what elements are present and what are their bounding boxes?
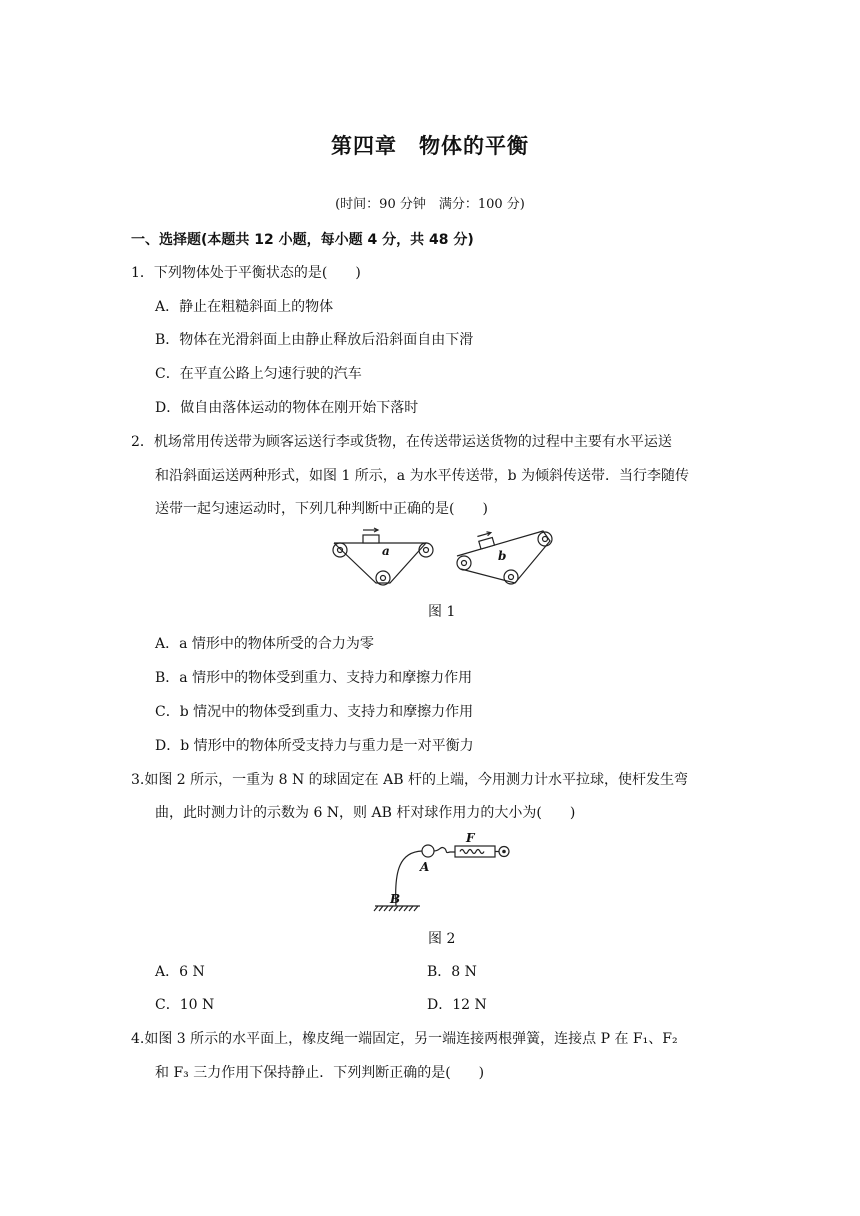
q2-option-b: B．a 情形中的物体受到重力、支持力和摩擦力作用 <box>155 670 473 686</box>
section-heading: 一、选择题(本题共 12 小题，每小题 4 分，共 48 分) <box>131 232 474 248</box>
q2-stem-line3: 送带一起匀速运动时，下列几种判断中正确的是( ) <box>155 501 488 517</box>
chapter-title: 第四章 物体的平衡 <box>331 134 529 158</box>
q1-option-d: D．做自由落体运动的物体在刚开始下落时 <box>155 400 419 416</box>
exam-info: (时间：90 分钟 满分：100 分) <box>335 197 525 212</box>
q1-option-c: C．在平直公路上匀速行驶的汽车 <box>155 366 362 382</box>
q4-stem-line2: 和 F₃ 三力作用下保持静止．下列判断正确的是( ) <box>155 1065 485 1081</box>
q1-stem: 1．下列物体处于平衡状态的是( ) <box>131 265 361 281</box>
q3-option-d: D．12 N <box>427 997 487 1013</box>
q3-option-c: C．10 N <box>155 997 215 1013</box>
q3-stem-line1: 3.如图 2 所示，一重为 8 N 的球固定在 AB 杆的上端，今用测力计水平拉球，使杆发生弯 <box>131 772 688 788</box>
belt-a-label: a <box>382 544 390 558</box>
figure-1-conveyor-belts <box>325 525 565 590</box>
force-label-f: F <box>466 831 475 845</box>
q1-option-b: B．物体在光滑斜面上由静止释放后沿斜面自由下滑 <box>155 332 474 348</box>
figure-1-caption: 图 1 <box>428 604 456 620</box>
belt-b-label: b <box>498 549 507 563</box>
q2-stem-line1: 2．机场常用传送带为顾客运送行李或货物，在传送带运送货物的过程中主要有水平运送 <box>131 434 672 450</box>
figure-2-caption: 图 2 <box>428 931 456 947</box>
point-label-b: B <box>390 892 401 906</box>
q2-stem-line2: 和沿斜面运送两种形式，如图 1 所示，a 为水平传送带，b 为倾斜传送带．当行李随传 <box>155 468 690 484</box>
q3-option-b: B．8 N <box>427 964 477 980</box>
q4-stem-line1: 4.如图 3 所示的水平面上，橡皮绳一端固定，另一端连接两根弹簧，连接点 P 在 F₁、F₂ <box>131 1031 678 1047</box>
q1-option-a: A．静止在粗糙斜面上的物体 <box>155 299 334 315</box>
q2-option-a: A．a 情形中的物体所受的合力为零 <box>155 636 374 652</box>
q2-option-c: C．b 情况中的物体受到重力、支持力和摩擦力作用 <box>155 704 474 720</box>
point-label-a: A <box>420 860 430 874</box>
figure-2-rod-and-spring-scale <box>370 830 515 915</box>
q3-stem-line2: 曲，此时测力计的示数为 6 N，则 AB 杆对球作用力的大小为( ) <box>155 805 576 821</box>
q2-option-d: D．b 情形中的物体所受支持力与重力是一对平衡力 <box>155 738 474 754</box>
q3-option-a: A．6 N <box>155 964 205 980</box>
